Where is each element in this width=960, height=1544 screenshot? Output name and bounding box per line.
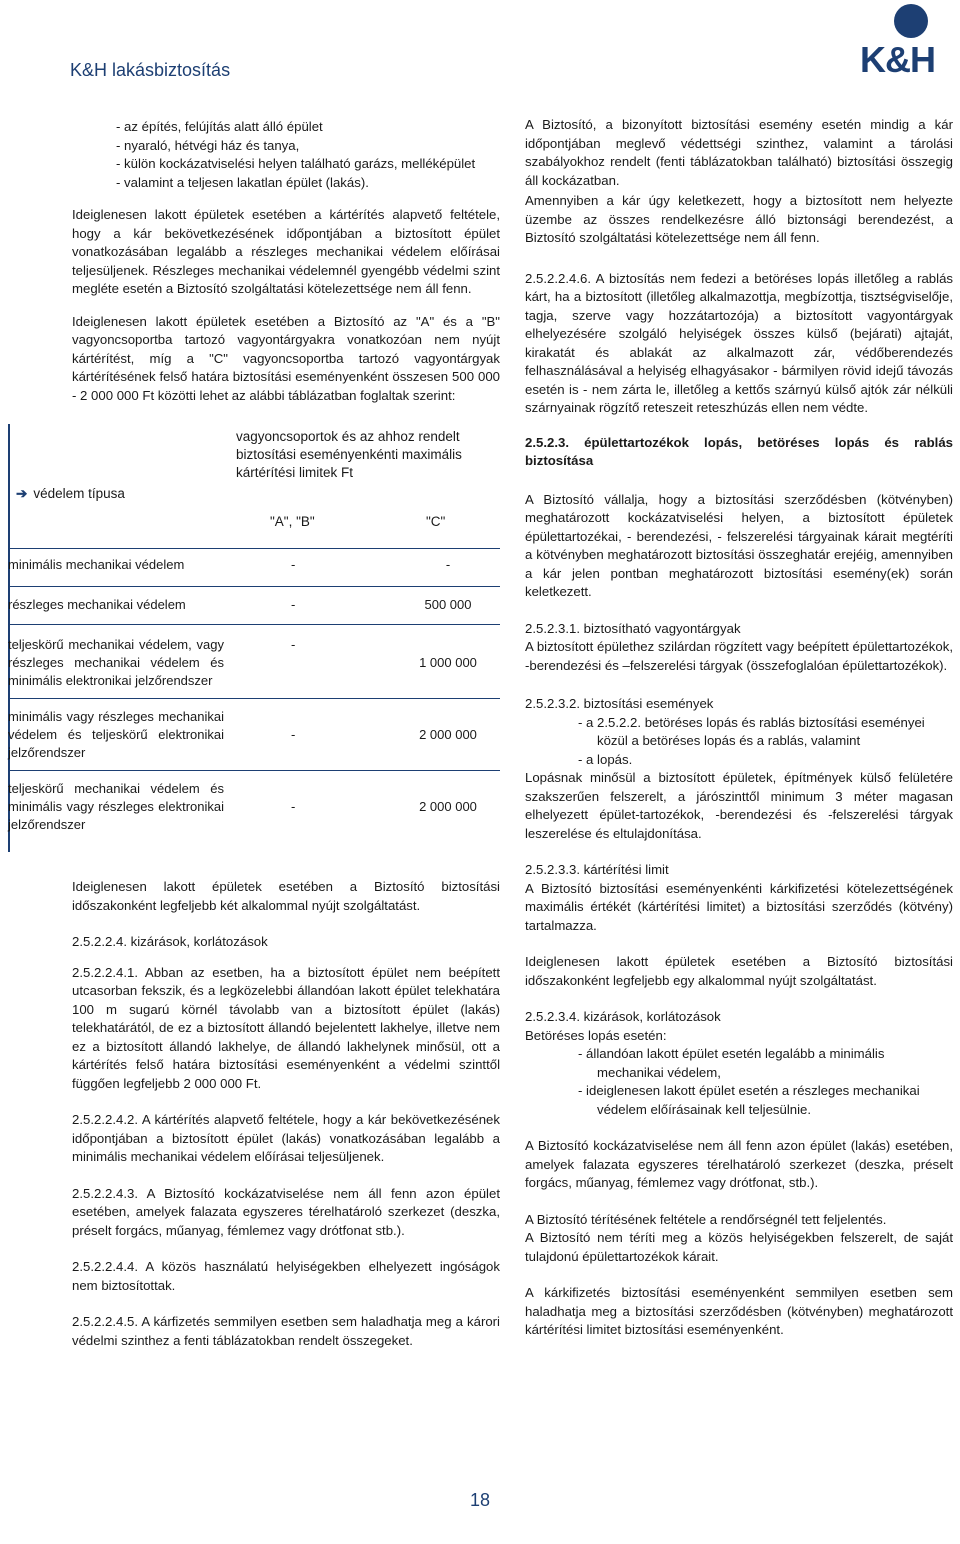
- paragraph: 2.5.2.2.4.5. A kárfizetés semmilyen esetben sem haladhatja meg a károri védelmi szinthez a fenti táblázatokban rendelt összegeket.: [72, 1314, 500, 1348]
- paragraph: A Biztosító biztosítási eseményenkénti kárkifizetési kötelezettségének maximális értékét (kártérítési limitet) a biztosítási szerződés (kötvény) tartalmazza.: [525, 880, 953, 933]
- list-item: - a lopás.: [578, 751, 633, 767]
- left-column-top: [116, 118, 500, 202]
- list-item: védelem előírásainak kell teljesülnie.: [597, 1101, 812, 1117]
- row-label: minimális vagy részleges mechanikai védelem és teljeskörű elektronikai jelzőrendszer: [8, 709, 224, 760]
- paragraph: Amennyiben a kár úgy keletkezett, hogy a biztosított nem helyezte üzembe az összes rendelkezésre álló biztonsági berendezést, a Biztosító szolgáltatási kötelezettsége nem áll fenn.: [525, 193, 953, 245]
- section-heading: 2.5.2.2.4. kizárások, korlátozások: [72, 934, 268, 949]
- row-header: ➔ védelem típusa: [16, 486, 125, 501]
- divider: [8, 548, 500, 549]
- list-item: közül a betöréses lopás és a rablás, valamint: [597, 733, 861, 748]
- paragraph: 2.5.2.2.4.3. A Biztosító kockázatviselése nem áll fenn azon épület esetében, amelyek falazata egyszeres térelhatároló szerkezet (deszka, préselt forgács, műanyag, fémlemez vagy drótfonat stb.).: [72, 1185, 500, 1238]
- list-item: - állandóan lakott épület esetén legalább a minimális: [578, 1046, 885, 1061]
- paragraph: Ideiglenesen lakott épületek esetében a kártérítés alapvető feltétele, hogy a kár bekövetkezésének időpontjában a biztosított épület vonatkozásában legalább a részleges mechanikai védelem előírásai teljesüljenek. Részleges mechanikai védelemnél gyengébb védelmi szint megléte esetén a Biztosító szolgáltatási kötelezettsége nem áll fenn.: [72, 207, 500, 296]
- paragraph: Ideiglenesen lakott épületek esetében a Biztosító biztosítási időszakonként legfeljebb két alkalommal nyújt szolgáltatást.: [72, 879, 500, 913]
- paragraph: Ideiglenesen lakott épületek esetében a Biztosító biztosítási időszakonként legfeljebb egy alkalommal nyújt szolgáltatást.: [525, 954, 953, 988]
- paragraph: 2.5.2.2.4.4. A közös használatú helyiségekben elhelyezett ingóságok nem biztosítottak.: [72, 1259, 500, 1293]
- arrow-icon: ➔: [16, 486, 28, 501]
- paragraph: A Biztosító kockázatviselése nem áll fenn azon épület (lakás) esetében, amelyek falazata egyszeres térelhatároló szerkezet (deszka, préselt forgács, műanyag, fémlemez vagy drótfonat, stb.).: [525, 1138, 953, 1190]
- row-label: teljeskörű mechanikai védelem és minimális vagy részleges elektronikai jelzőrendszer: [8, 781, 224, 832]
- cell-ab: -: [291, 557, 296, 572]
- building-list: [116, 118, 500, 192]
- list-item: - külön kockázatviselési helyen található garázs, melléképület: [116, 156, 476, 171]
- divider: [8, 624, 500, 625]
- cell-c: 1 000 000: [419, 655, 477, 670]
- cell-ab: -: [291, 799, 296, 814]
- paragraph: A Biztosító vállalja, hogy a biztosítási szerződésben (kötvényben) meghatározott kockázatviselési helyen, a biztosított épületek épülettartozékai, - berendezési, - felszerelési tárgyainak kárait megtéríti a kötvényben meghatározott biztosítási összeghatár erejéig, amennyiben a kár jelen pontban meghatározott biztosítási esemény(ek) során keletkezett.: [525, 491, 953, 599]
- list-item: mechanikai védelem,: [597, 1064, 721, 1080]
- row-label: teljeskörű mechanikai védelem, vagy részleges mechanikai védelem és minimális elektronikai jelzőrendszer: [8, 637, 224, 688]
- list-item: - az építés, felújítás alatt álló épület: [116, 119, 323, 134]
- row-label: részleges mechanikai védelem: [8, 597, 186, 612]
- page-header-title: K&H lakásbiztosítás: [70, 60, 231, 80]
- cell-c: 500 000: [424, 597, 472, 612]
- paragraph: A biztosított épülethez szilárdan rögzített vagy beépített épülettartozékok, -berendezési és –felszerelési tárgyak (összefoglalóan épülettartozékok).: [525, 639, 953, 673]
- logo-ball-icon: [894, 4, 928, 38]
- cell-ab: -: [291, 727, 296, 742]
- kh-logo: [860, 4, 956, 80]
- cell-ab: -: [291, 597, 296, 612]
- paragraph: A Biztosító, a bizonyított biztosítási esemény esetén mindig a kár időpontjában meglevő védettségi szinthez, valamint a tárolási szabályokhoz rendelt (fenti táblázatokban található) biztosítási összegig áll kockázatban.: [525, 117, 953, 188]
- column-header-ab: "A", "B": [270, 514, 315, 529]
- list-item: - ideiglenesen lakott épület esetén a részleges mechanikai: [578, 1083, 920, 1098]
- divider: [8, 770, 500, 771]
- subsection-heading: 2.5.2.3.1. biztosítható vagyontárgyak: [525, 620, 741, 636]
- cell-ab: -: [291, 637, 296, 652]
- column-header-c: "C": [426, 514, 446, 529]
- section-heading: 2.5.2.3. épülettartozékok lopás, betöréses lopás és rablás biztosítása: [525, 434, 953, 468]
- divider: [8, 698, 500, 699]
- page-number: 18: [469, 1490, 491, 1510]
- cell-c: -: [445, 557, 451, 572]
- paragraph: 2.5.2.2.4.2. A kártérítés alapvető feltétele, hogy a kár bekövetkezésének időpontjában a biztosított épület (lakás) vonatkozásában legalább a minimális mechanikai védelem előírásai teljesüljenek.: [72, 1112, 500, 1164]
- paragraph: A Biztosító nem téríti meg a közös helyiségekben felszerelt, de saját tulajdonú épülettartozékok kárait.: [525, 1230, 953, 1264]
- paragraph: Lopásnak minősül a biztosított épületek, építmények külső felületére szakszerűen felszerelt, a járószinttől minimum 3 méter magasan elhelyezett épület-tartozékok, -berendezési és -felszerelési tárgyak leszerelése és eltulajdonítása.: [525, 770, 953, 841]
- paragraph: A Biztosító térítésének feltétele a rendőrségnél tett feljelentés.: [525, 1211, 887, 1227]
- paragraph: A kárkifizetés biztosítási eseményenként semmilyen esetben sem haladhatja meg a biztosítási szerződésben (kötvényben) meghatározott kártérítési limitet biztosítási eseményenként.: [525, 1285, 953, 1337]
- logo-wordmark: K&H: [860, 39, 935, 80]
- paragraph: Betöréses lopás esetén:: [525, 1027, 667, 1043]
- paragraph: Ideiglenesen lakott épületek esetében a Biztosító az "A" és a "B" vagyoncsoportba tartozó vagyontárgyakra vonatkozóan nem nyújt kártérítést, míg a "C" vagyoncsoportba tartozó vagyontárgyak kártérítésének felső határa biztosítási eseményenként összesen 500 000 - 2 000 000 Ft közötti lehet az alábbi táblázatban foglaltak szerint:: [72, 313, 500, 403]
- list-item: - a 2.5.2.2. betöréses lopás és rablás biztosítási eseményei: [578, 714, 925, 730]
- row-label: minimális mechanikai védelem: [8, 557, 185, 572]
- subsection-heading: 2.5.2.3.4. kizárások, korlátozások: [525, 1009, 721, 1024]
- paragraph: 2.5.2.2.4.6. A biztosítás nem fedezi a betöréses lopás illetőleg a rablás kárt, ha a biztosított (illetőleg alkalmazottja, megbízottja, tisztségviselője, tagja, szerve vagy hozzátartozója) a biztosított vagyontárgyak elhelyezésére szolgáló helyiségek összes külső (bejárati) ajtaját, kirakatát és ablakát az alkalmazott zár, védőberendezés felhasználásával a helyiség elhagyásakor - bármilyen rövid idejű távozás esetén is - nem zárta le, illetőleg a kettős szárnyú külső ajtók zár nélküli szárnyainak rögzítő reteszeit reteszhúzás ellen nem védte.: [525, 270, 953, 415]
- left-column-paragraphs: [72, 206, 500, 415]
- divider: [8, 586, 500, 587]
- subsection-heading: 2.5.2.3.3. kártérítési limit: [525, 862, 669, 877]
- paragraph: 2.5.2.2.4.1. Abban az esetben, ha a biztosított épület nem beépített utcasorban fekszik, és a legközelebbi állandóan lakott épület telekhatára 100 m sugarú körnél távolabb van a biztosított épület (lakás) telekhatárától, de ez a biztosított állandó bejelentett lakhelye, illetve nem ez a biztosított állandó lakhelye, de állandó lakhelynek minősül, ott a kártérítés felső határa biztosítási eseményenként a védelmi szinttől függően legfeljebb 2 000 000 Ft.: [72, 964, 500, 1091]
- cell-c: 2 000 000: [419, 799, 477, 814]
- right-column: [525, 116, 953, 1350]
- list-item: - valamint a teljesen lakatlan épület (lakás).: [116, 174, 369, 190]
- group-header: vagyoncsoportok és az ahhoz rendelt biztosítási eseményenkénti maximális kártérítési limitek Ft: [236, 429, 462, 480]
- subsection-heading: 2.5.2.3.2. biztosítási események: [525, 696, 714, 711]
- left-column-bottom: [72, 878, 500, 1360]
- list-item: - nyaraló, hétvégi ház és tanya,: [116, 137, 300, 153]
- cell-c: 2 000 000: [419, 727, 477, 742]
